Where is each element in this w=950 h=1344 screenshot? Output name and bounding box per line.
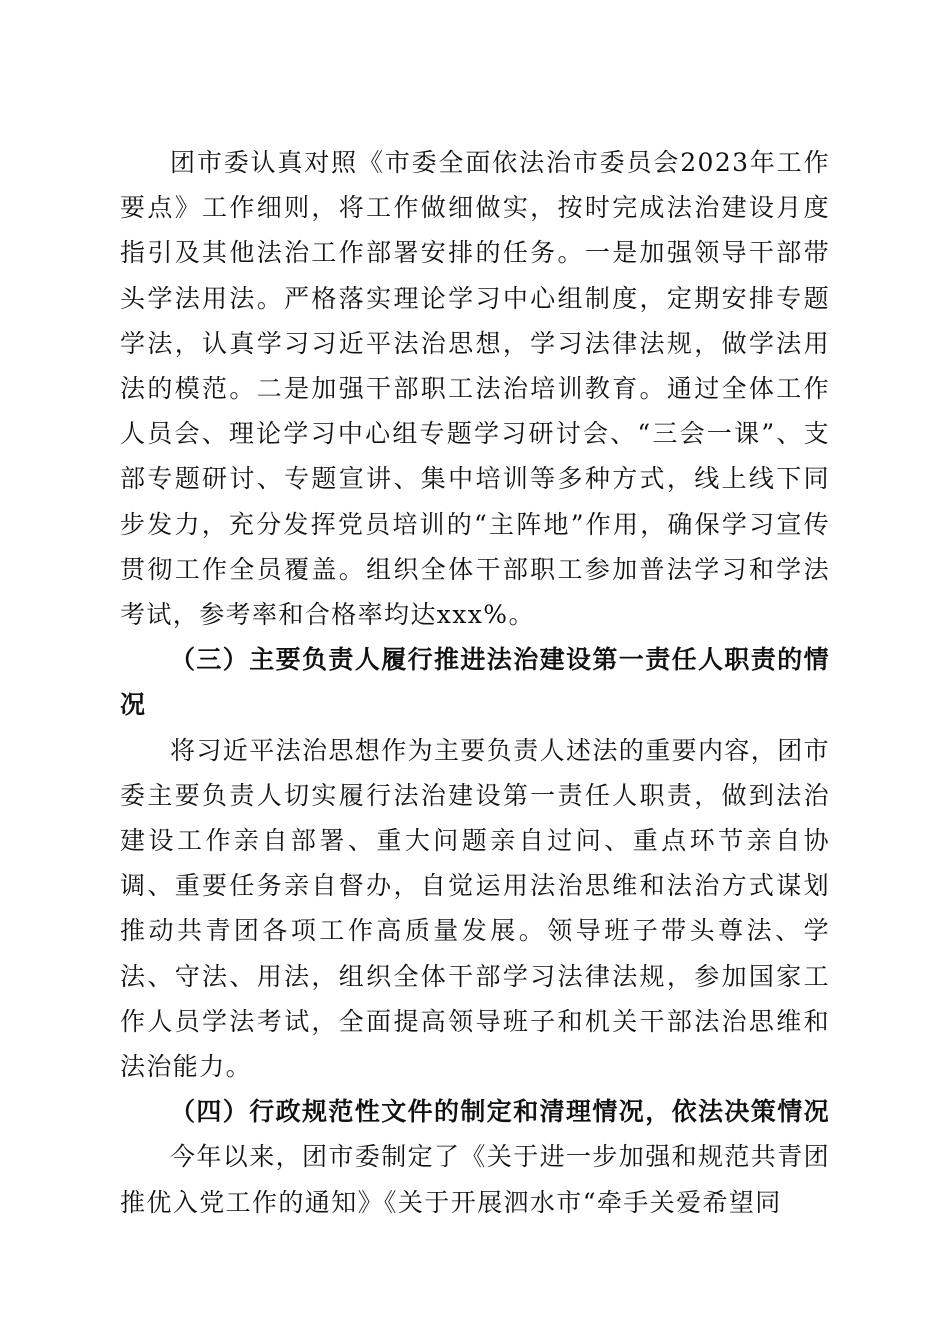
section-heading: （四）行政规范性文件的制定和清理情况，依法决策情况 — [170, 1097, 831, 1127]
body-paragraph: 今年以来，团市委制定了《关于进一步加强和规范共青团推优入党工作的通知》《关于开展泗水市“牵手关爱希望同 — [120, 1142, 831, 1217]
body-paragraph: 将习近平法治思想作为主要负责人述法的重要内容，团市委主要负责人切实履行法治建设第一责任人职责，做到法治建设工作亲自部署、重大问题亲自过问、重点环节亲自协调、重要任务亲自督办，自觉运用法治思维和法治方式谋划推动共青团各项工作高质量发展。领导班子带头尊法、学法、守法、用法，组织全体干部学习法律法规，参加国家工作人员学法考试，全面提高领导班子和机关干部法治思维和法治能力。 — [120, 735, 831, 1082]
document-body — [120, 140, 830, 1225]
section-heading: （三）主要负责人履行推进法治建设第一责任人职责的情况 — [120, 645, 831, 720]
body-paragraph: 团市委认真对照《市委全面依法治市委员会2023年工作要点》工作细则，将工作做细做实，按时完成法治建设月度指引及其他法治工作部署安排的任务。一是加强领导干部带头学法用法。严格落实理论学习中心组制度，定期安排专题学法，认真学习习近平法治思想，学习法律法规，做学法用法的模范。二是加强干部职工法治培训教育。通过全体工作人员会、理论学习中心组专题学习研讨会、“三会一课”、支部专题研讨、专题宣讲、集中培训等多种方式，线上线下同步发力，充分发挥党员培训的“主阵地”作用，确保学习宣传贯彻工作全员覆盖。组织全体干部职工参加普法学习和学法考试，参考率和合格率均达xxx%。 — [120, 148, 830, 630]
